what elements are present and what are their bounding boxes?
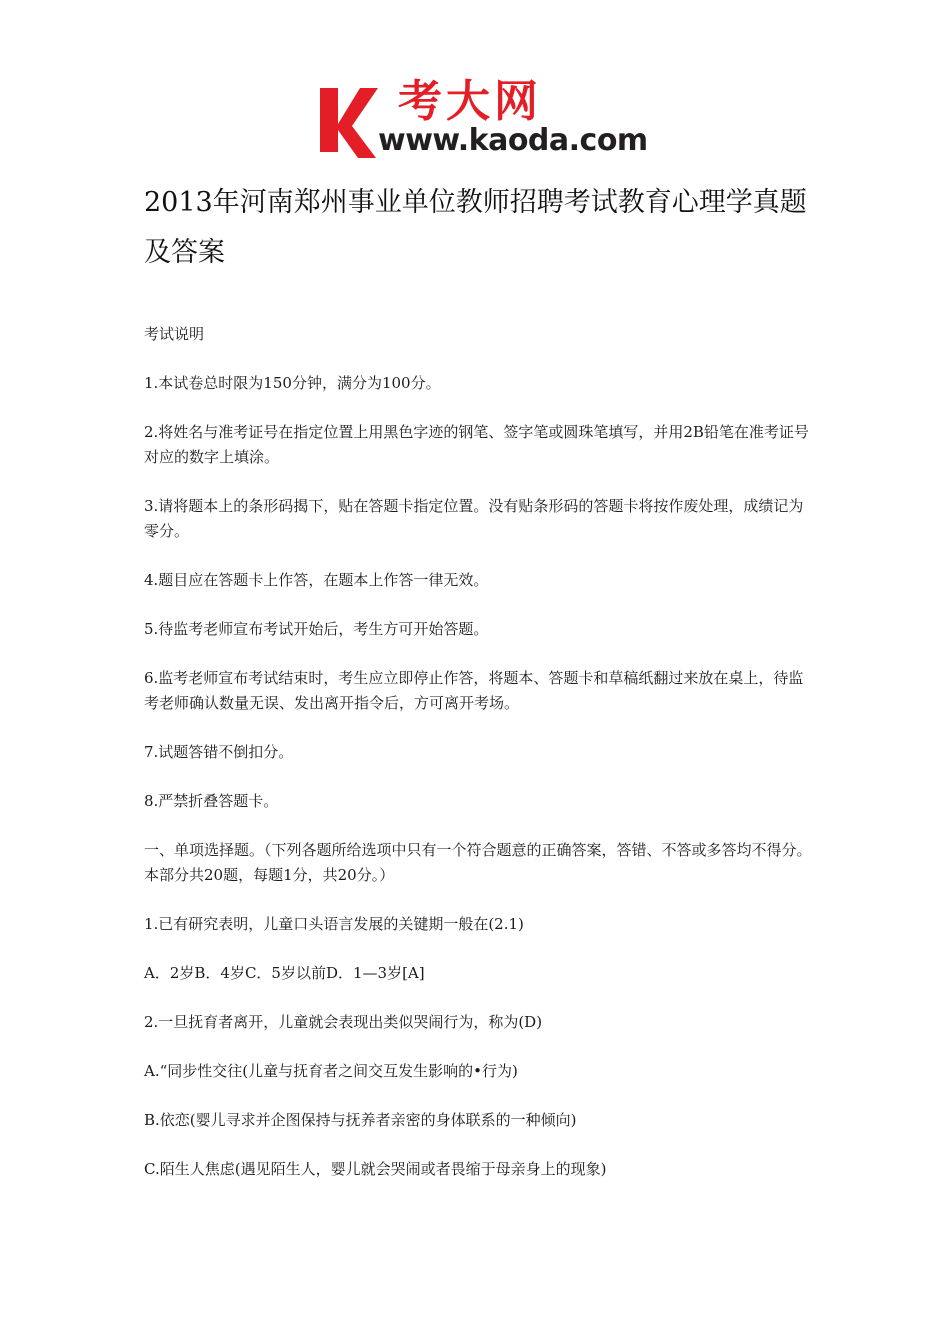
- instruction-8: 8.严禁折叠答题卡。: [144, 792, 279, 810]
- question-1: 1.已有研究表明，儿童口头语言发展的关键期一般在(2.1): [144, 915, 524, 933]
- section-heading-exam-instructions: 考试说明: [144, 325, 205, 343]
- document-title: 2013年河南郑州事业单位教师招聘考试教育心理学真题及答案: [144, 187, 807, 268]
- question-1-options: A．2岁B．4岁C．5岁以前D．1—3岁[A]: [144, 964, 425, 982]
- instruction-1: 1.本试卷总时限为150分钟，满分为100分。: [144, 374, 441, 392]
- instruction-3: 3.请将题本上的条形码揭下，贴在答题卡指定位置。没有贴条形码的答题卡将按作废处理，成绩记为零分。: [144, 497, 804, 540]
- instruction-5: 5.待监考老师宣布考试开始后，考生方可开始答题。: [144, 620, 489, 638]
- kaoda-logo: [318, 76, 648, 158]
- question-2-option-a: A.“同步性交往(儿童与抚育者之间交互发生影响的•行为): [144, 1062, 518, 1080]
- instruction-4: 4.题目应在答题卡上作答，在题本上作答一律无效。: [144, 571, 489, 589]
- document-body: [144, 322, 812, 1206]
- question-2-option-c: C.陌生人焦虑(遇见陌生人，婴儿就会哭闹或者畏缩于母亲身上的现象): [144, 1160, 607, 1178]
- section-heading-single-choice: 一、单项选择题。（下列各题所给选项中只有一个符合题意的正确答案，答错、不答或多答均不得分。本部分共20题，每题1分，共20分。）: [144, 841, 812, 884]
- k-logo-icon: [318, 82, 380, 158]
- instruction-6: 6.监考老师宣布考试结束时，考生应立即停止作答，将题本、答题卡和草稿纸翻过来放在桌上，待监考老师确认数量无误、发出离开指令后，方可离开考场。: [144, 669, 804, 712]
- question-2: 2.一旦抚育者离开，儿童就会表现出类似哭闹行为，称为(D): [144, 1013, 543, 1031]
- instruction-2: 2.将姓名与准考证号在指定位置上用黑色字迹的钢笔、签字笔或圆珠笔填写，并用2B铅笔在准考证号对应的数字上填涂。: [144, 423, 809, 466]
- question-2-option-b: B.依恋(婴儿寻求并企图保持与抚养者亲密的身体联系的一种倾向): [144, 1111, 577, 1129]
- logo-url: www.kaoda.com: [378, 123, 648, 158]
- logo-name: 考大网: [398, 76, 542, 127]
- instruction-7: 7.试题答错不倒扣分。: [144, 743, 294, 761]
